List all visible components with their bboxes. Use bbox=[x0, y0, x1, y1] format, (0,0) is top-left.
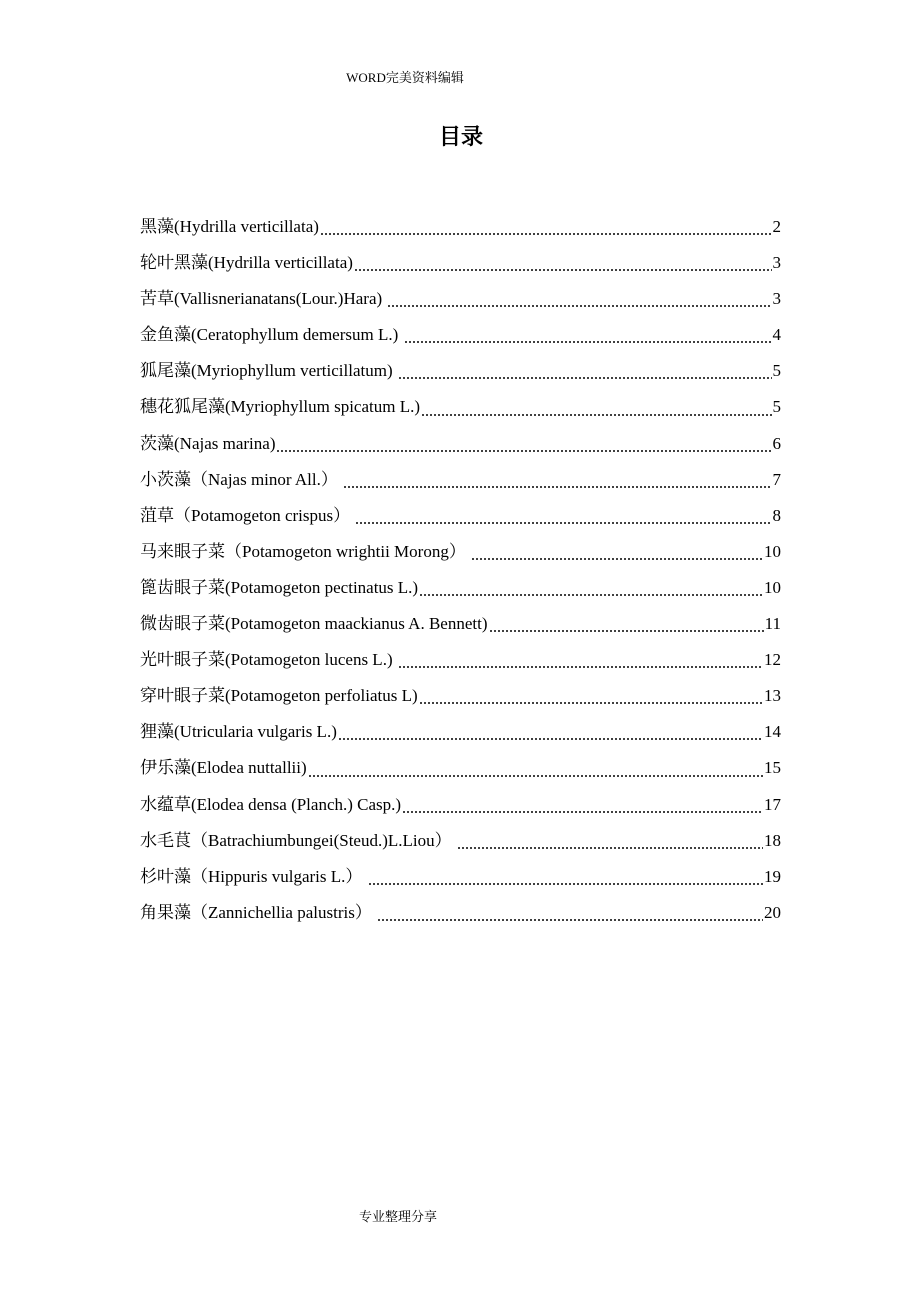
toc-entry[interactable] bbox=[140, 645, 781, 681]
toc-dot-leader bbox=[398, 377, 772, 379]
toc-entry[interactable] bbox=[140, 212, 781, 248]
toc-dot-leader bbox=[489, 630, 764, 632]
toc-entry-page: 12 bbox=[764, 650, 781, 670]
toc-entry-page: 13 bbox=[764, 686, 781, 706]
toc-dot-leader bbox=[404, 341, 772, 343]
toc-entry-page: 14 bbox=[764, 722, 781, 742]
toc-entry[interactable] bbox=[140, 248, 781, 284]
toc-dot-leader bbox=[355, 522, 771, 524]
toc-entry[interactable] bbox=[140, 753, 781, 789]
toc-entry-page: 3 bbox=[772, 253, 781, 273]
page-footer: 专业整理分享 bbox=[358, 1209, 437, 1224]
toc-entry-label: 伊乐藻(Elodea nuttallii) bbox=[140, 758, 307, 778]
toc-entry-page: 4 bbox=[772, 325, 781, 345]
toc-dot-leader bbox=[471, 558, 763, 560]
toc-entry-label: 马来眼子菜（Potamogeton wrightii Morong） bbox=[140, 541, 471, 561]
toc-entry-label: 菹草（Potamogeton crispus） bbox=[140, 505, 355, 525]
toc-entry-label: 微齿眼子菜(Potamogeton maackianus A. Bennett) bbox=[140, 614, 488, 634]
toc-entry-page: 10 bbox=[764, 577, 781, 597]
toc-entry-label: 黑藻(Hydrilla verticillata) bbox=[140, 217, 319, 236]
toc-entry[interactable] bbox=[140, 717, 781, 753]
toc-entry-label: 水蕴草(Elodea densa (Planch.) Casp.) bbox=[140, 794, 402, 814]
toc-entry-page: 8 bbox=[772, 505, 781, 525]
toc-entry[interactable] bbox=[140, 392, 781, 428]
toc-entry-page: 17 bbox=[764, 794, 781, 814]
toc-dot-leader bbox=[343, 486, 771, 488]
toc-entry[interactable] bbox=[140, 465, 781, 501]
toc-entry-page: 2 bbox=[772, 217, 781, 236]
toc-entry-label: 狸藻(Utricularia vulgaris L.) bbox=[140, 722, 337, 742]
toc-dot-leader bbox=[402, 811, 763, 813]
toc-entry[interactable] bbox=[140, 862, 781, 898]
toc-entry[interactable] bbox=[140, 681, 781, 717]
page-header: WORD完美资料编辑 bbox=[346, 70, 464, 85]
toc-dot-leader bbox=[419, 594, 763, 596]
toc-dot-leader bbox=[398, 666, 763, 668]
toc-dot-leader bbox=[387, 305, 771, 307]
toc-entry-label: 苦草(Vallisnerianatans(Lour.)Hara) bbox=[140, 289, 387, 309]
toc-dot-leader bbox=[276, 450, 771, 452]
toc-entry-page: 11 bbox=[764, 614, 781, 634]
toc-entry-label: 光叶眼子菜(Potamogeton lucens L.) bbox=[140, 650, 397, 670]
toc-dot-leader bbox=[320, 233, 772, 235]
toc-dot-leader bbox=[354, 269, 772, 271]
toc-dot-leader bbox=[457, 847, 763, 849]
toc-entry[interactable] bbox=[140, 537, 781, 573]
toc-entry-page: 3 bbox=[772, 289, 781, 309]
toc-dot-leader bbox=[377, 919, 763, 921]
toc-entry[interactable] bbox=[140, 898, 781, 934]
toc-entry-page: 5 bbox=[772, 397, 781, 417]
toc-entry-page: 19 bbox=[764, 866, 781, 886]
toc-entry-page: 7 bbox=[772, 469, 781, 489]
toc-entry[interactable] bbox=[140, 573, 781, 609]
toc-entry-label: 水毛茛（Batrachiumbungei(Steud.)L.Liou） bbox=[140, 830, 456, 850]
toc-entry-page: 5 bbox=[772, 361, 781, 381]
toc-entry[interactable] bbox=[140, 429, 781, 465]
toc-entry-label: 杉叶藻（Hippuris vulgaris L.） bbox=[140, 866, 367, 886]
toc-entry-label: 轮叶黑藻(Hydrilla verticillata) bbox=[140, 253, 353, 273]
toc-entry-label: 小茨藻（Najas minor All.） bbox=[140, 469, 343, 489]
toc-entry[interactable] bbox=[140, 501, 781, 537]
toc-entry-label: 穿叶眼子菜(Potamogeton perfoliatus L) bbox=[140, 686, 418, 706]
toc-entry-label: 狐尾藻(Myriophyllum verticillatum) bbox=[140, 361, 397, 381]
toc-entry[interactable] bbox=[140, 284, 781, 320]
toc-entry[interactable] bbox=[140, 320, 781, 356]
toc-entry-page: 10 bbox=[764, 541, 781, 561]
toc-entry-page: 20 bbox=[764, 902, 781, 922]
toc-entry-page: 6 bbox=[772, 433, 781, 453]
toc-dot-leader bbox=[368, 883, 763, 885]
toc-entry-page: 15 bbox=[764, 758, 781, 778]
toc-dot-leader bbox=[421, 414, 771, 416]
toc-dot-leader bbox=[308, 775, 763, 777]
toc-entry-label: 穗花狐尾藻(Myriophyllum spicatum L.) bbox=[140, 397, 421, 417]
toc-entry[interactable] bbox=[140, 356, 781, 392]
toc-entry[interactable] bbox=[140, 790, 781, 826]
toc-entry-label: 角果藻（Zannichellia palustris） bbox=[140, 902, 377, 922]
toc-entry-label: 金鱼藻(Ceratophyllum demersum L.) bbox=[140, 325, 403, 345]
toc-entry-label: 篦齿眼子菜(Potamogeton pectinatus L.) bbox=[140, 577, 419, 597]
toc-entry-label: 茨藻(Najas marina) bbox=[140, 433, 276, 453]
toc-dot-leader bbox=[419, 702, 763, 704]
page-title: 目录 bbox=[438, 125, 483, 150]
toc-entry[interactable] bbox=[140, 826, 781, 862]
toc-entry-page: 18 bbox=[764, 830, 781, 850]
table-of-contents bbox=[140, 212, 781, 934]
toc-dot-leader bbox=[338, 738, 763, 740]
toc-entry[interactable] bbox=[140, 609, 781, 645]
